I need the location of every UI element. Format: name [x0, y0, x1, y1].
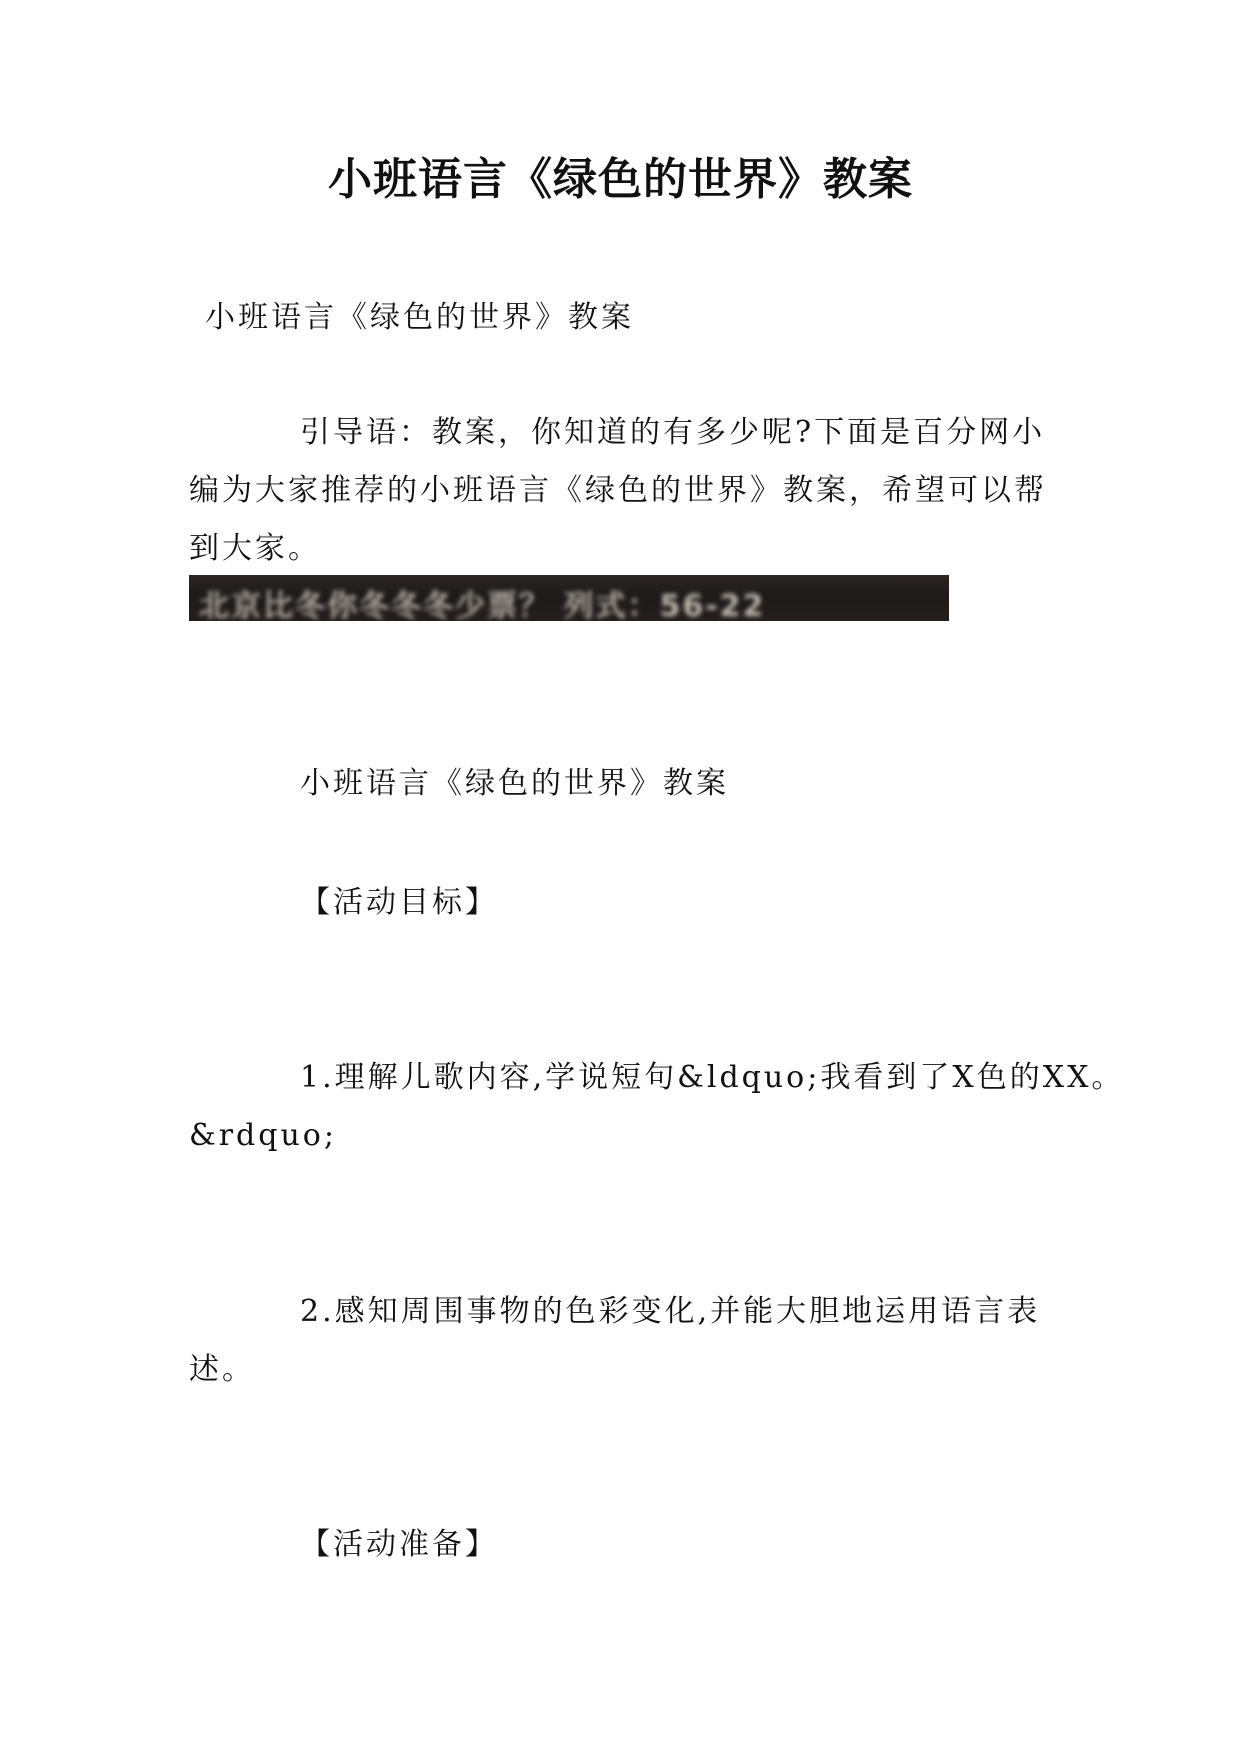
document-subtitle: 小班语言《绿色的世界》教案 — [205, 300, 634, 335]
intro-line-2: 编为大家推荐的小班语言《绿色的世界》教案，希望可以帮 — [189, 473, 1047, 508]
section-title: 小班语言《绿色的世界》教案 — [300, 766, 729, 801]
goal-2-line-1: 2.感知周围事物的色彩变化,并能大胆地运用语言表 — [300, 1294, 1041, 1329]
goals-heading: 【活动目标】 — [300, 885, 498, 920]
intro-line-3: 到大家。 — [189, 531, 321, 566]
goal-1-line-2: &rdquo; — [189, 1118, 337, 1153]
banner-blurred-text: 北京比冬你冬冬冬少票？ 列式：56-22 — [199, 589, 766, 621]
goal-2-line-2: 述。 — [189, 1352, 255, 1387]
embedded-image-banner — [189, 575, 949, 621]
document-title: 小班语言《绿色的世界》教案 — [328, 154, 913, 205]
prep-heading: 【活动准备】 — [300, 1527, 498, 1562]
intro-line-1: 引导语：教案，你知道的有多少呢?下面是百分网小 — [300, 415, 1046, 450]
goal-1-line-1: 1.理解儿歌内容,学说短句&ldquo;我看到了X色的XX。 — [300, 1060, 1125, 1095]
